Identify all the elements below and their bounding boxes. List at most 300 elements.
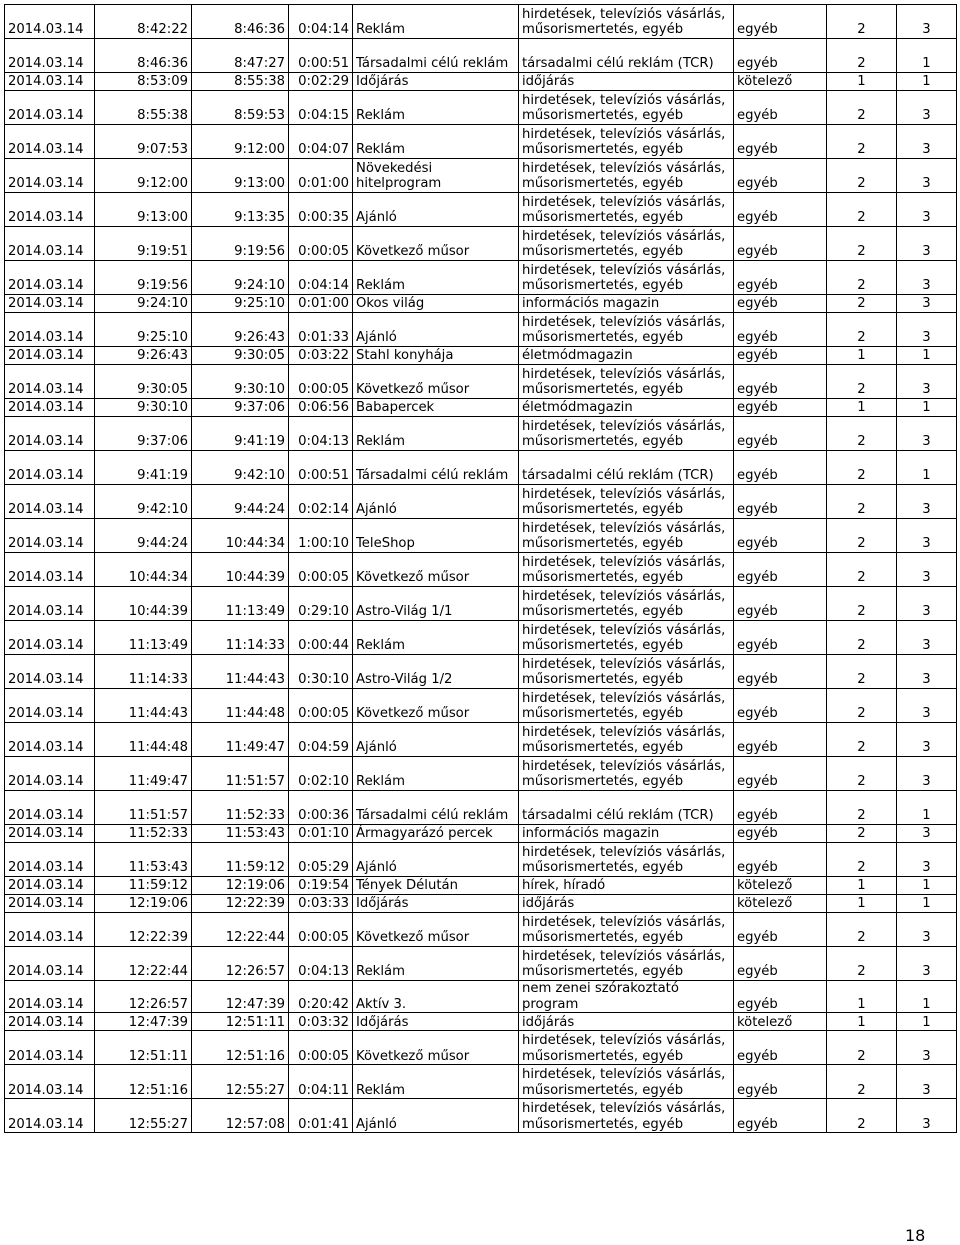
duration-cell: 0:00:44 [289,621,353,655]
category-cell: egyéb [734,347,827,365]
start-time-cell: 12:51:16 [95,1065,192,1099]
table-row [5,1099,957,1133]
date-cell: 2014.03.14 [5,451,95,485]
program-title-cell: Ajánló [353,843,519,877]
duration-cell: 0:03:33 [289,895,353,913]
end-time-cell: 9:24:10 [192,261,289,295]
code-b-cell: 1 [897,895,957,913]
duration-cell: 0:03:22 [289,347,353,365]
start-time-cell: 11:14:33 [95,655,192,689]
date-cell: 2014.03.14 [5,791,95,825]
table-row [5,1013,957,1031]
program-title-cell: Aktív 3. [353,981,519,1013]
start-time-cell: 11:44:43 [95,689,192,723]
date-cell: 2014.03.14 [5,193,95,227]
genre-cell: hirdetések, televíziós vásárlás, műsorismertetés, egyéb [519,723,734,757]
date-cell: 2014.03.14 [5,159,95,193]
start-time-cell: 11:44:48 [95,723,192,757]
table-row [5,689,957,723]
code-a-cell: 2 [827,757,897,791]
start-time-cell: 8:46:36 [95,39,192,73]
code-b-cell: 3 [897,313,957,347]
category-cell: egyéb [734,621,827,655]
table-row [5,757,957,791]
table-row [5,1065,957,1099]
genre-cell: hirdetések, televíziós vásárlás, műsorismertetés, egyéb [519,193,734,227]
duration-cell: 0:03:32 [289,1013,353,1031]
genre-cell: hirdetések, televíziós vásárlás, műsorismertetés, egyéb [519,365,734,399]
category-cell: egyéb [734,587,827,621]
end-time-cell: 12:55:27 [192,1065,289,1099]
program-title-cell: Társadalmi célú reklám [353,39,519,73]
genre-cell: időjárás [519,895,734,913]
category-cell: egyéb [734,1031,827,1065]
code-b-cell: 3 [897,553,957,587]
date-cell: 2014.03.14 [5,91,95,125]
program-title-cell: Ajánló [353,1099,519,1133]
date-cell: 2014.03.14 [5,553,95,587]
start-time-cell: 9:13:00 [95,193,192,227]
end-time-cell: 10:44:39 [192,553,289,587]
duration-cell: 0:00:05 [289,553,353,587]
genre-cell: hirdetések, televíziós vásárlás, műsorismertetés, egyéb [519,417,734,451]
category-cell: egyéb [734,757,827,791]
code-b-cell: 1 [897,1013,957,1031]
code-b-cell: 3 [897,825,957,843]
date-cell: 2014.03.14 [5,655,95,689]
date-cell: 2014.03.14 [5,723,95,757]
duration-cell: 0:00:51 [289,451,353,485]
genre-cell: hirdetések, televíziós vásárlás, műsorismertetés, egyéb [519,757,734,791]
start-time-cell: 11:13:49 [95,621,192,655]
end-time-cell: 9:12:00 [192,125,289,159]
end-time-cell: 11:53:43 [192,825,289,843]
start-time-cell: 12:26:57 [95,981,192,1013]
start-time-cell: 12:19:06 [95,895,192,913]
code-a-cell: 2 [827,193,897,227]
end-time-cell: 9:25:10 [192,295,289,313]
code-b-cell: 3 [897,159,957,193]
program-title-cell: Reklám [353,1065,519,1099]
duration-cell: 0:29:10 [289,587,353,621]
program-title-cell: Reklám [353,125,519,159]
category-cell: egyéb [734,723,827,757]
category-cell: egyéb [734,5,827,39]
table-row [5,5,957,39]
code-b-cell: 3 [897,913,957,947]
end-time-cell: 12:51:11 [192,1013,289,1031]
program-title-cell: Tények Délután [353,877,519,895]
start-time-cell: 11:52:33 [95,825,192,843]
start-time-cell: 8:55:38 [95,91,192,125]
genre-cell: időjárás [519,1013,734,1031]
genre-cell: hirdetések, televíziós vásárlás, műsorismertetés, egyéb [519,1065,734,1099]
genre-cell: hírek, híradó [519,877,734,895]
genre-cell: hirdetések, televíziós vásárlás, műsorismertetés, egyéb [519,621,734,655]
end-time-cell: 12:19:06 [192,877,289,895]
table-row [5,365,957,399]
program-title-cell: Ajánló [353,723,519,757]
end-time-cell: 9:41:19 [192,417,289,451]
genre-cell: társadalmi célú reklám (TCR) [519,451,734,485]
duration-cell: 0:04:13 [289,417,353,451]
duration-cell: 0:02:29 [289,73,353,91]
category-cell: egyéb [734,417,827,451]
table-row [5,451,957,485]
start-time-cell: 9:26:43 [95,347,192,365]
category-cell: egyéb [734,125,827,159]
table-row [5,295,957,313]
start-time-cell: 9:44:24 [95,519,192,553]
code-a-cell: 2 [827,621,897,655]
code-b-cell: 3 [897,227,957,261]
code-b-cell: 1 [897,39,957,73]
program-title-cell: Reklám [353,621,519,655]
code-b-cell: 3 [897,295,957,313]
code-a-cell: 2 [827,485,897,519]
code-b-cell: 1 [897,73,957,91]
program-title-cell: Reklám [353,947,519,981]
duration-cell: 0:02:10 [289,757,353,791]
date-cell: 2014.03.14 [5,981,95,1013]
date-cell: 2014.03.14 [5,261,95,295]
code-b-cell: 3 [897,5,957,39]
start-time-cell: 12:55:27 [95,1099,192,1133]
table-row [5,723,957,757]
genre-cell: hirdetések, televíziós vásárlás, műsorismertetés, egyéb [519,553,734,587]
genre-cell: hirdetések, televíziós vásárlás, műsorismertetés, egyéb [519,689,734,723]
table-row [5,791,957,825]
genre-cell: hirdetések, televíziós vásárlás, műsorismertetés, egyéb [519,227,734,261]
program-title-cell: Időjárás [353,1013,519,1031]
date-cell: 2014.03.14 [5,485,95,519]
category-cell: egyéb [734,365,827,399]
code-b-cell: 3 [897,843,957,877]
duration-cell: 0:01:33 [289,313,353,347]
category-cell: egyéb [734,519,827,553]
program-title-cell: Következő műsor [353,365,519,399]
start-time-cell: 8:53:09 [95,73,192,91]
duration-cell: 0:04:11 [289,1065,353,1099]
code-b-cell: 3 [897,193,957,227]
program-title-cell: Ajánló [353,193,519,227]
table-row [5,125,957,159]
category-cell: egyéb [734,1099,827,1133]
category-cell: kötelező [734,1013,827,1031]
date-cell: 2014.03.14 [5,313,95,347]
table-row [5,981,957,1013]
duration-cell: 0:01:41 [289,1099,353,1133]
date-cell: 2014.03.14 [5,913,95,947]
code-a-cell: 2 [827,519,897,553]
table-row [5,399,957,417]
table-row [5,39,957,73]
end-time-cell: 9:44:24 [192,485,289,519]
duration-cell: 0:01:10 [289,825,353,843]
duration-cell: 0:04:07 [289,125,353,159]
date-cell: 2014.03.14 [5,621,95,655]
code-a-cell: 2 [827,365,897,399]
end-time-cell: 8:59:53 [192,91,289,125]
table-row [5,655,957,689]
duration-cell: 0:00:36 [289,791,353,825]
start-time-cell: 11:51:57 [95,791,192,825]
program-title-cell: Következő műsor [353,553,519,587]
code-a-cell: 1 [827,1013,897,1031]
table-row [5,485,957,519]
start-time-cell: 9:25:10 [95,313,192,347]
program-title-cell: Időjárás [353,73,519,91]
duration-cell: 0:00:05 [289,913,353,947]
program-title-cell: Következő műsor [353,1031,519,1065]
duration-cell: 0:19:54 [289,877,353,895]
date-cell: 2014.03.14 [5,347,95,365]
code-b-cell: 1 [897,877,957,895]
category-cell: egyéb [734,227,827,261]
end-time-cell: 11:44:48 [192,689,289,723]
table-row [5,417,957,451]
code-a-cell: 2 [827,843,897,877]
code-b-cell: 3 [897,723,957,757]
date-cell: 2014.03.14 [5,295,95,313]
code-b-cell: 1 [897,451,957,485]
program-title-cell: Reklám [353,757,519,791]
end-time-cell: 10:44:34 [192,519,289,553]
code-a-cell: 2 [827,655,897,689]
category-cell: kötelező [734,877,827,895]
program-title-cell: Reklám [353,91,519,125]
date-cell: 2014.03.14 [5,39,95,73]
start-time-cell: 9:19:56 [95,261,192,295]
code-b-cell: 3 [897,947,957,981]
table-row [5,91,957,125]
end-time-cell: 12:22:39 [192,895,289,913]
program-title-cell: Astro-Világ 1/1 [353,587,519,621]
genre-cell: információs magazin [519,295,734,313]
genre-cell: hirdetések, televíziós vásárlás, műsorismertetés, egyéb [519,261,734,295]
date-cell: 2014.03.14 [5,227,95,261]
date-cell: 2014.03.14 [5,587,95,621]
date-cell: 2014.03.14 [5,365,95,399]
duration-cell: 0:00:05 [289,689,353,723]
genre-cell: hirdetések, televíziós vásárlás, műsorismertetés, egyéb [519,519,734,553]
duration-cell: 0:00:05 [289,365,353,399]
duration-cell: 0:04:14 [289,5,353,39]
code-a-cell: 2 [827,1099,897,1133]
start-time-cell: 12:47:39 [95,1013,192,1031]
code-a-cell: 2 [827,417,897,451]
code-b-cell: 3 [897,621,957,655]
category-cell: egyéb [734,261,827,295]
end-time-cell: 9:37:06 [192,399,289,417]
genre-cell: társadalmi célú reklám (TCR) [519,39,734,73]
code-a-cell: 2 [827,125,897,159]
code-b-cell: 1 [897,791,957,825]
genre-cell: információs magazin [519,825,734,843]
duration-cell: 1:00:10 [289,519,353,553]
category-cell: egyéb [734,689,827,723]
program-title-cell: Növekedési hitelprogram [353,159,519,193]
category-cell: egyéb [734,451,827,485]
program-title-cell: Következő műsor [353,689,519,723]
code-a-cell: 2 [827,689,897,723]
code-a-cell: 1 [827,347,897,365]
end-time-cell: 11:13:49 [192,587,289,621]
program-title-cell: Ajánló [353,313,519,347]
code-a-cell: 2 [827,553,897,587]
genre-cell: hirdetések, televíziós vásárlás, műsorismertetés, egyéb [519,313,734,347]
table-row [5,347,957,365]
table-row [5,519,957,553]
category-cell: egyéb [734,1065,827,1099]
code-a-cell: 2 [827,91,897,125]
start-time-cell: 12:22:44 [95,947,192,981]
code-a-cell: 2 [827,825,897,843]
date-cell: 2014.03.14 [5,1099,95,1133]
program-title-cell: Babapercek [353,399,519,417]
genre-cell: hirdetések, televíziós vásárlás, műsorismertetés, egyéb [519,485,734,519]
duration-cell: 0:20:42 [289,981,353,1013]
code-a-cell: 2 [827,295,897,313]
start-time-cell: 9:07:53 [95,125,192,159]
end-time-cell: 9:30:05 [192,347,289,365]
duration-cell: 0:06:56 [289,399,353,417]
table-row [5,947,957,981]
table-row [5,73,957,91]
genre-cell: hirdetések, televíziós vásárlás, műsorismertetés, egyéb [519,159,734,193]
end-time-cell: 9:26:43 [192,313,289,347]
end-time-cell: 9:42:10 [192,451,289,485]
code-a-cell: 1 [827,73,897,91]
broadcast-log-table [4,4,957,1133]
start-time-cell: 11:59:12 [95,877,192,895]
program-title-cell: Okos világ [353,295,519,313]
genre-cell: hirdetések, televíziós vásárlás, műsorismertetés, egyéb [519,913,734,947]
date-cell: 2014.03.14 [5,73,95,91]
end-time-cell: 9:30:10 [192,365,289,399]
code-b-cell: 3 [897,91,957,125]
end-time-cell: 8:46:36 [192,5,289,39]
program-title-cell: Ármagyarázó percek [353,825,519,843]
program-title-cell: Astro-Világ 1/2 [353,655,519,689]
start-time-cell: 12:51:11 [95,1031,192,1065]
date-cell: 2014.03.14 [5,757,95,791]
table-row [5,587,957,621]
end-time-cell: 9:13:35 [192,193,289,227]
genre-cell: időjárás [519,73,734,91]
start-time-cell: 9:30:05 [95,365,192,399]
end-time-cell: 12:26:57 [192,947,289,981]
code-b-cell: 3 [897,1065,957,1099]
table-row [5,621,957,655]
code-a-cell: 1 [827,895,897,913]
code-a-cell: 2 [827,159,897,193]
end-time-cell: 9:13:00 [192,159,289,193]
code-a-cell: 2 [827,1065,897,1099]
program-title-cell: Reklám [353,417,519,451]
duration-cell: 0:00:35 [289,193,353,227]
table-row [5,313,957,347]
program-title-cell: Társadalmi célú reklám [353,791,519,825]
category-cell: egyéb [734,193,827,227]
date-cell: 2014.03.14 [5,519,95,553]
end-time-cell: 9:19:56 [192,227,289,261]
code-b-cell: 3 [897,261,957,295]
start-time-cell: 9:24:10 [95,295,192,313]
code-b-cell: 1 [897,399,957,417]
page-number: 18 [905,1226,926,1245]
code-b-cell: 1 [897,347,957,365]
date-cell: 2014.03.14 [5,877,95,895]
table-row [5,1031,957,1065]
genre-cell: hirdetések, televíziós vásárlás, műsorismertetés, egyéb [519,5,734,39]
start-time-cell: 9:12:00 [95,159,192,193]
code-b-cell: 3 [897,1031,957,1065]
code-a-cell: 2 [827,791,897,825]
code-b-cell: 3 [897,519,957,553]
start-time-cell: 9:30:10 [95,399,192,417]
code-a-cell: 2 [827,451,897,485]
category-cell: egyéb [734,295,827,313]
category-cell: egyéb [734,485,827,519]
end-time-cell: 11:52:33 [192,791,289,825]
duration-cell: 0:30:10 [289,655,353,689]
duration-cell: 0:00:05 [289,227,353,261]
start-time-cell: 12:22:39 [95,913,192,947]
start-time-cell: 9:42:10 [95,485,192,519]
duration-cell: 0:04:13 [289,947,353,981]
category-cell: egyéb [734,791,827,825]
table-row [5,227,957,261]
program-title-cell: Stahl konyhája [353,347,519,365]
duration-cell: 0:00:51 [289,39,353,73]
table-row [5,193,957,227]
category-cell: egyéb [734,553,827,587]
category-cell: kötelező [734,895,827,913]
category-cell: egyéb [734,843,827,877]
duration-cell: 0:01:00 [289,295,353,313]
code-a-cell: 2 [827,39,897,73]
program-title-cell: Következő műsor [353,227,519,261]
code-a-cell: 1 [827,877,897,895]
start-time-cell: 11:49:47 [95,757,192,791]
date-cell: 2014.03.14 [5,1031,95,1065]
end-time-cell: 8:47:27 [192,39,289,73]
code-b-cell: 3 [897,417,957,451]
genre-cell: hirdetések, televíziós vásárlás, műsorismertetés, egyéb [519,655,734,689]
code-b-cell: 3 [897,1099,957,1133]
end-time-cell: 11:14:33 [192,621,289,655]
date-cell: 2014.03.14 [5,125,95,159]
end-time-cell: 8:55:38 [192,73,289,91]
code-a-cell: 2 [827,913,897,947]
code-a-cell: 1 [827,399,897,417]
end-time-cell: 11:59:12 [192,843,289,877]
code-a-cell: 2 [827,227,897,261]
table-body [5,5,957,1133]
table-row [5,877,957,895]
date-cell: 2014.03.14 [5,399,95,417]
genre-cell: hirdetések, televíziós vásárlás, műsorismertetés, egyéb [519,843,734,877]
date-cell: 2014.03.14 [5,1013,95,1031]
category-cell: egyéb [734,655,827,689]
start-time-cell: 9:41:19 [95,451,192,485]
start-time-cell: 8:42:22 [95,5,192,39]
code-b-cell: 1 [897,981,957,1013]
date-cell: 2014.03.14 [5,843,95,877]
genre-cell: életmódmagazin [519,399,734,417]
date-cell: 2014.03.14 [5,1065,95,1099]
